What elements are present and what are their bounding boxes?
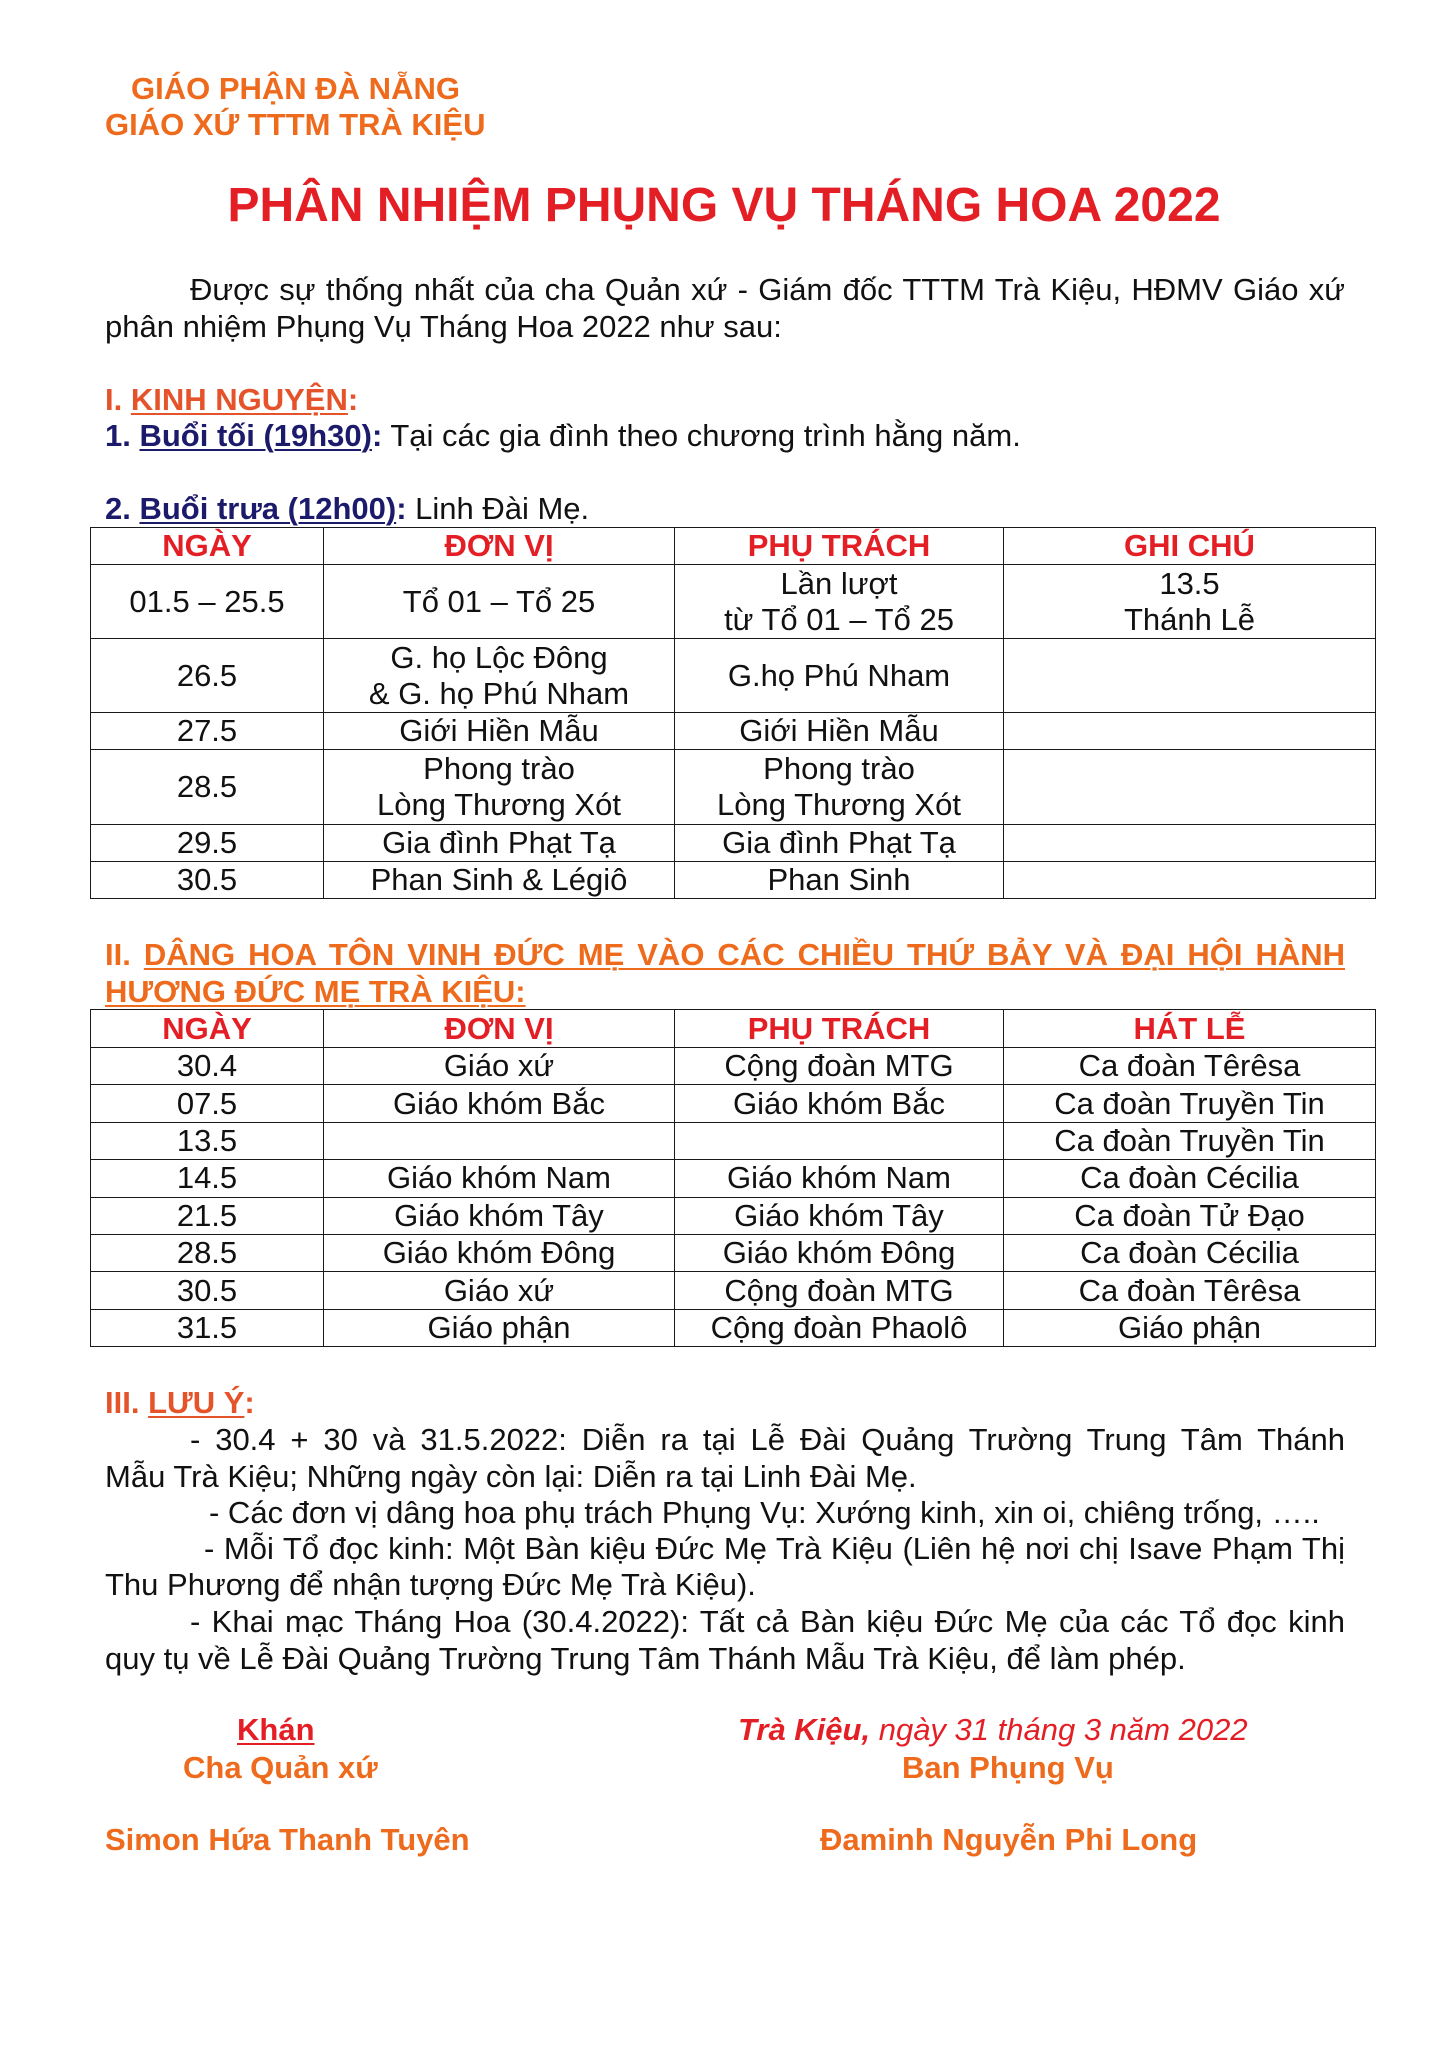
cell-date: 07.5: [91, 1085, 324, 1122]
cell-in-charge: Giáo khóm Nam: [675, 1160, 1004, 1197]
column-header-choir: HÁT LỄ: [1004, 1010, 1376, 1048]
cell-in-charge: Giới Hiền Mẫu: [675, 713, 1004, 750]
table-row: [91, 825, 1376, 862]
cell-date: 28.5: [91, 1234, 324, 1271]
cell-note: [1004, 825, 1376, 862]
cell-unit: Gia đình Phạt Tạ: [324, 825, 675, 862]
noon-item-text: Linh Đài Mẹ.: [406, 491, 590, 526]
cell-date: 30.5: [91, 1272, 324, 1309]
section-3-colon: :: [244, 1385, 255, 1420]
intro-line-1: Được sự thống nhất của cha Quản xứ - Giám đốc TTTM Trà Kiệu, HĐMV Giáo xứ: [190, 272, 1345, 307]
table-row: [91, 1085, 1376, 1122]
cell-unit: Giáo khóm Đông: [324, 1234, 675, 1271]
document-title: PHÂN NHIỆM PHỤNG VỤ THÁNG HOA 2022: [227, 179, 1221, 232]
table-header-row: [91, 528, 1376, 565]
cell-note: [1004, 713, 1376, 750]
cell-choir: Ca đoàn Cécilia: [1004, 1234, 1376, 1271]
cell-in-charge: Giáo khóm Tây: [675, 1197, 1004, 1234]
approval-label: Khán: [237, 1712, 315, 1747]
parish-name: GIÁO XỨ TTTM TRÀ KIỆU: [105, 107, 486, 142]
cell-in-charge: Giáo khóm Bắc: [675, 1085, 1004, 1122]
table-row: [91, 750, 1376, 825]
cell-in-charge: Lần lượt từ Tổ 01 – Tổ 25: [675, 565, 1004, 639]
note-4-line-2: quy tụ về Lễ Đài Quảng Trường Trung Tâm Thánh Mẫu Trà Kiệu, để làm phép.: [105, 1641, 1186, 1676]
cell-date: 01.5 – 25.5: [91, 565, 324, 639]
noon-item-colon: :: [396, 491, 407, 526]
section-1-title: KINH NGUYỆN: [130, 382, 348, 417]
note-3-line-2: Thu Phương để nhận tượng Đức Mẹ Trà Kiệu).: [105, 1567, 756, 1602]
cell-note: [1004, 862, 1376, 899]
evening-item-label: Buổi tối (19h30): [139, 418, 372, 453]
pastor-role: Cha Quản xứ: [183, 1750, 378, 1785]
cell-unit: G. họ Lộc Đông & G. họ Phú Nham: [324, 639, 675, 713]
column-header-date: NGÀY: [91, 1010, 324, 1048]
note-4-line-1: - Khai mạc Tháng Hoa (30.4.2022): Tất cả Bàn kiệu Đức Mẹ của các Tổ đọc kinh: [190, 1604, 1345, 1639]
cell-unit: Giáo phận: [324, 1309, 675, 1346]
place-date-line: [738, 1711, 1248, 1748]
table-header-row: [91, 1010, 1376, 1048]
column-header-in-charge: PHỤ TRÁCH: [675, 1010, 1004, 1048]
evening-item-number: 1.: [105, 418, 140, 453]
section-2-heading-line-2: [105, 973, 526, 1010]
table-row: [91, 565, 1376, 639]
cell-unit: Phong trào Lòng Thương Xót: [324, 750, 675, 825]
pastor-name: Simon Hứa Thanh Tuyên: [105, 1822, 470, 1857]
cell-choir: Giáo phận: [1004, 1309, 1376, 1346]
cell-date: 31.5: [91, 1309, 324, 1346]
table-row: [91, 1197, 1376, 1234]
section-1-colon: :: [347, 382, 359, 417]
cell-unit: Giáo khóm Bắc: [324, 1085, 675, 1122]
cell-in-charge: Giáo khóm Đông: [675, 1234, 1004, 1271]
cell-in-charge: Cộng đoàn MTG: [675, 1048, 1004, 1085]
cell-note: [1004, 639, 1376, 713]
document-date: ngày 31 tháng 3 năm 2022: [870, 1712, 1248, 1747]
intro-line-2: phân nhiệm Phụng Vụ Tháng Hoa 2022 như sau:: [105, 309, 782, 344]
cell-date: 30.4: [91, 1048, 324, 1085]
evening-item-text: Tại các gia đình theo chương trình hằng năm.: [382, 418, 1021, 453]
section-3-title: LƯU Ý: [148, 1385, 245, 1420]
section-3-heading: [105, 1384, 255, 1421]
cell-in-charge: [675, 1122, 1004, 1159]
cell-date: 21.5: [91, 1197, 324, 1234]
table-row: [91, 1272, 1376, 1309]
column-header-note: GHI CHÚ: [1004, 528, 1376, 565]
cell-date: 27.5: [91, 713, 324, 750]
cell-choir: Ca đoàn Truyền Tin: [1004, 1085, 1376, 1122]
cell-unit: Phan Sinh & Légiô: [324, 862, 675, 899]
table-row: [91, 1122, 1376, 1159]
section-1-number: I.: [105, 382, 131, 417]
table-row: [91, 1160, 1376, 1197]
cell-date: 28.5: [91, 750, 324, 825]
evening-prayer-item: [105, 417, 1021, 454]
committee-signer-name: Đaminh Nguyễn Phi Long: [820, 1822, 1198, 1857]
noon-prayer-table: [90, 527, 1376, 899]
column-header-date: NGÀY: [91, 528, 324, 565]
column-header-unit: ĐƠN VỊ: [324, 1010, 675, 1048]
cell-unit: Giáo xứ: [324, 1048, 675, 1085]
cell-in-charge: Phong trào Lòng Thương Xót: [675, 750, 1004, 825]
section-2-title-part-2: HƯƠNG ĐỨC MẸ TRÀ KIỆU:: [105, 974, 526, 1009]
section-2-number: II.: [105, 937, 144, 972]
cell-date: 30.5: [91, 862, 324, 899]
section-2-title-part-1: DÂNG HOA TÔN VINH ĐỨC MẸ VÀO CÁC CHIỀU THỨ BẢY VÀ ĐẠI HỘI HÀNH: [143, 937, 1345, 972]
cell-date: 13.5: [91, 1122, 324, 1159]
cell-unit: Giới Hiền Mẫu: [324, 713, 675, 750]
diocese-name: GIÁO PHẬN ĐÀ NẴNG: [131, 71, 460, 106]
section-1-heading: [105, 381, 358, 418]
noon-item-label: Buổi trưa (12h00): [139, 491, 397, 526]
cell-choir: Ca đoàn Têrêsa: [1004, 1272, 1376, 1309]
cell-choir: Ca đoàn Truyền Tin: [1004, 1122, 1376, 1159]
cell-date: 14.5: [91, 1160, 324, 1197]
table-row: [91, 713, 1376, 750]
cell-in-charge: Cộng đoàn MTG: [675, 1272, 1004, 1309]
cell-choir: Ca đoàn Têrêsa: [1004, 1048, 1376, 1085]
cell-date: 29.5: [91, 825, 324, 862]
section-2-heading-line-1: [105, 936, 1345, 973]
evening-item-colon: :: [371, 418, 383, 453]
liturgy-committee-role: Ban Phụng Vụ: [902, 1750, 1114, 1785]
flower-offering-table: [90, 1009, 1376, 1347]
note-3-line-1: - Mỗi Tổ đọc kinh: Một Bàn kiệu Đức Mẹ Trà Kiệu (Liên hệ nơi chị Isave Phạm Thị: [204, 1531, 1345, 1566]
section-3-number: III.: [105, 1385, 149, 1420]
cell-unit: Giáo khóm Tây: [324, 1197, 675, 1234]
cell-in-charge: Phan Sinh: [675, 862, 1004, 899]
table-row: [91, 1048, 1376, 1085]
note-1-line-1: - 30.4 + 30 và 31.5.2022: Diễn ra tại Lễ Đài Quảng Trường Trung Tâm Thánh: [190, 1422, 1345, 1457]
cell-in-charge: Gia đình Phạt Tạ: [675, 825, 1004, 862]
table-row: [91, 1234, 1376, 1271]
table-row: [91, 862, 1376, 899]
cell-unit: Tổ 01 – Tổ 25: [324, 565, 675, 639]
cell-choir: Ca đoàn Cécilia: [1004, 1160, 1376, 1197]
column-header-in-charge: PHỤ TRÁCH: [675, 528, 1004, 565]
noon-item-number: 2.: [105, 491, 140, 526]
cell-note: [1004, 750, 1376, 825]
table-row: [91, 1309, 1376, 1346]
noon-prayer-item: [105, 490, 589, 527]
table-row: [91, 639, 1376, 713]
cell-unit: Giáo xứ: [324, 1272, 675, 1309]
note-1-line-2: Mẫu Trà Kiệu; Những ngày còn lại: Diễn ra tại Linh Đài Mẹ.: [105, 1459, 917, 1494]
cell-in-charge: Cộng đoàn Phaolô: [675, 1309, 1004, 1346]
cell-date: 26.5: [91, 639, 324, 713]
cell-unit: Giáo khóm Nam: [324, 1160, 675, 1197]
column-header-unit: ĐƠN VỊ: [324, 528, 675, 565]
cell-note: 13.5 Thánh Lễ: [1004, 565, 1376, 639]
cell-unit: [324, 1122, 675, 1159]
note-2-line-1: - Các đơn vị dâng hoa phụ trách Phụng Vụ: Xướng kinh, xin oi, chiêng trống, …..: [209, 1495, 1320, 1530]
cell-in-charge: G.họ Phú Nham: [675, 639, 1004, 713]
cell-choir: Ca đoàn Tử Đạo: [1004, 1197, 1376, 1234]
place-name: Trà Kiệu,: [738, 1712, 871, 1747]
